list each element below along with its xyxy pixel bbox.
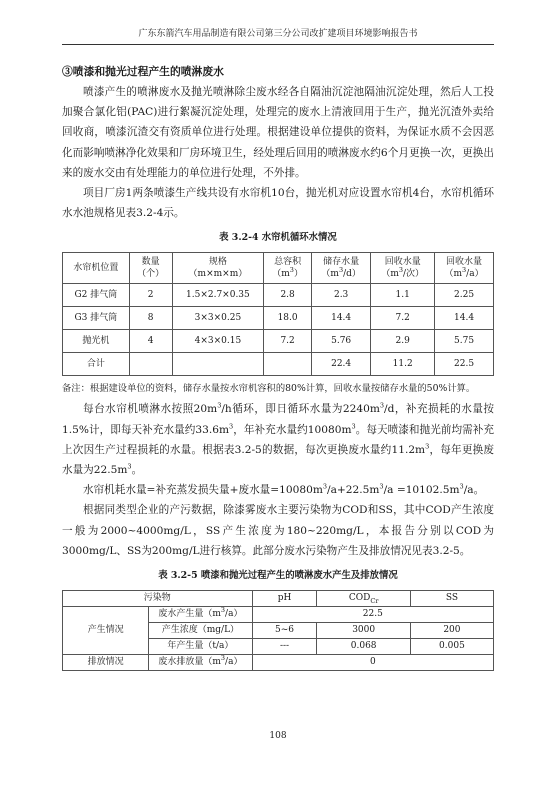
cod-subscript: Cr (370, 596, 379, 605)
paragraph-5: 根据同类型企业的产污数据，除漆雾废水主要污染物为COD和SS，其中COD产生浓度一般为2000~4000mg/L，SS产生浓度为180~220mg/L，本报告分别以COD为3000mg/L、SS为200mg/L进行核算。此部分废水污染物产生及排放情况见表3.2-5。 (62, 504, 494, 557)
table-cell (264, 353, 312, 376)
table-row (63, 307, 494, 330)
table-cell: 产生浓度（mg/L） (149, 623, 252, 639)
table-cell: 数量 （个） (129, 253, 172, 284)
table-cell: 8 (129, 307, 172, 330)
table-cell: 1.1 (371, 284, 435, 307)
table-water-curtain (62, 252, 494, 376)
table-cell: 污染物 (63, 591, 253, 607)
table-cell: G3 排气筒 (63, 307, 130, 330)
table-cell: 废水产生量$(m^3/a)$ (149, 607, 252, 623)
table-cell: 废水排放量$(m^3/a)$ (149, 655, 252, 671)
table-row (63, 607, 494, 623)
table-cell: 总容积 $(m^3)$ (264, 253, 312, 284)
table-cell: 水帘机位置 (63, 253, 130, 284)
table-cell: 2.9 (371, 330, 435, 353)
table-row (63, 284, 494, 307)
table-cell: 5~6 (252, 623, 317, 639)
table-cell: 5.76 (311, 330, 370, 353)
table-cell: 抛光机 (63, 330, 130, 353)
table-cell (317, 591, 410, 607)
table-cell: 回收水量 $(m^3/a)$ (435, 253, 494, 284)
table-cell: 2.8 (264, 284, 312, 307)
paragraph-3: 每台水帘机喷淋水按照$20m^3/h$循环，即日循环水量为$2240m^3/d$，补充损耗的水量按1.5%计，即每天补充水量约$33.6m^3$，年补充水量约$10080m^3$。每天喷漆和抛光前均需补充上次因生产过程损耗的水量。根据表3.2-5的数据，每次更换废水量约$11.2m^3$，每年更换废水量为$22.5m^3$。 (62, 401, 495, 477)
table-cell: 3000 (317, 623, 410, 639)
table-cell: 7.2 (371, 307, 435, 330)
table-cell: 2 (129, 284, 172, 307)
table-cell: 3×3×0.25 (172, 307, 264, 330)
table1-caption: 表 3.2-4 水帘机循环水情况 (219, 232, 337, 244)
table-cell: 2.3 (311, 284, 370, 307)
table-row (63, 655, 494, 671)
table-cell: 2.25 (435, 284, 494, 307)
table-cell (129, 353, 172, 376)
paragraph-1: 喷漆产生的喷淋废水及抛光喷淋除尘废水经各自隔油沉淀池隔油沉淀处理，然后人工投加聚合氯化铝(PAC)进行絮凝沉淀处理，处理完的废水上清液回用于生产，抛光沉渣外卖给回收商，喷漆沉渣交有资质单位进行处理。根据建设单位提供的资料，为保证水质不会因恶化而影响喷淋净化效果和厂房环境卫生，经处理后回用的喷淋废水约6个月更换一次，更换出来的废水交由有处理能力的单位进行处理，不外排。 (62, 86, 494, 179)
table-cell: G2 排气筒 (63, 284, 130, 307)
table-cell: 14.4 (435, 307, 494, 330)
table-cell: 22.4 (311, 353, 370, 376)
table-cell: 规格 （m×m×m） (172, 253, 264, 284)
table-row (63, 253, 494, 284)
table-cell: 14.4 (311, 307, 370, 330)
table-cell: --- (252, 639, 317, 655)
table1-note: 备注：根据建设单位的资料，储存水量按水帘机容积的80%计算，回收水量按储存水量的50%计算。 (62, 383, 476, 395)
table-cell: 11.2 (371, 353, 435, 376)
table-cell: 0 (252, 655, 493, 671)
table-cell: 产生情况 (63, 607, 149, 655)
paragraph-2: 项目厂房1两条喷漆生产线共设有水帘机10台，抛光机对应设置水帘机4台，水帘机循环水水池规格见表3.2-4示。 (62, 187, 494, 220)
table-cell: 18.0 (264, 307, 312, 330)
table-cell: 22.5 (252, 607, 493, 623)
table-cell: 0.005 (410, 639, 493, 655)
table-wastewater (62, 590, 494, 671)
table-cell: 合计 (63, 353, 130, 376)
table-cell: 200 (410, 623, 493, 639)
table-cell: 4 (129, 330, 172, 353)
table-cell: 7.2 (264, 330, 312, 353)
table-cell: 0.068 (317, 639, 410, 655)
table-cell: 4×3×0.15 (172, 330, 264, 353)
table-cell: 5.75 (435, 330, 494, 353)
cod-label: COD (348, 593, 371, 604)
table2-caption: 表 3.2-5 喷漆和抛光过程产生的喷淋废水产生及排放情况 (158, 570, 398, 582)
table-cell: 1.5×2.7×0.35 (172, 284, 264, 307)
table-cell: 排放情况 (63, 655, 149, 671)
page-number: 108 (269, 731, 287, 741)
table-cell: pH (252, 591, 317, 607)
table-cell: 储存水量 $(m^3/d)$ (311, 253, 370, 284)
page-header: 广东东箭汽车用品制造有限公司第三分公司改扩建项目环境影响报告书 (62, 24, 494, 45)
table-row (63, 353, 494, 376)
table-row (63, 591, 494, 607)
table-cell (172, 353, 264, 376)
page-content (62, 62, 494, 671)
section-title: ③喷漆和抛光过程产生的喷淋废水 (62, 65, 224, 78)
paragraph-4: 水帘机耗水量=补充蒸发损失量+废水量$=10080m^3/a+22.5m^3/a =10102.5m^3/a$。 (83, 482, 485, 497)
table-cell: 22.5 (435, 353, 494, 376)
table-cell: 年产生量（t/a） (149, 639, 252, 655)
table-cell: 回收水量 （$m^3/$次） (371, 253, 435, 284)
table-cell: SS (410, 591, 493, 607)
table-row (63, 330, 494, 353)
